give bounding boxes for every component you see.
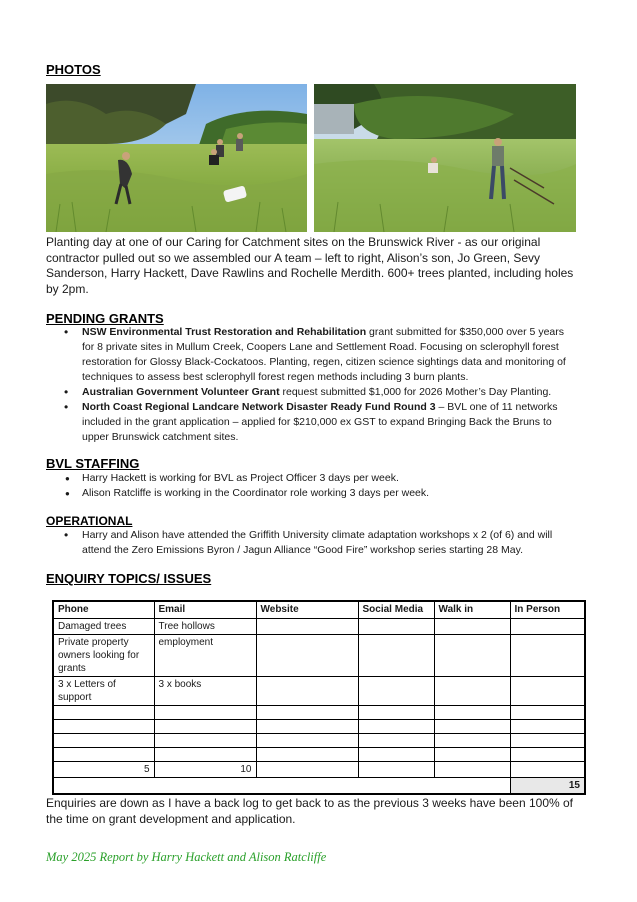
enquiry-heading: ENQUIRY TOPICS/ ISSUES bbox=[46, 571, 212, 586]
grant-item-title: Australian Government Volunteer Grant bbox=[82, 386, 280, 398]
phone-total: 5 bbox=[53, 762, 154, 778]
table-row-empty bbox=[53, 720, 585, 734]
table-cell bbox=[358, 677, 434, 706]
photos-heading: PHOTOS bbox=[46, 62, 101, 77]
enquiry-table bbox=[52, 600, 586, 795]
table-header-row bbox=[53, 601, 585, 619]
planting-photo-left bbox=[46, 84, 307, 232]
staffing-list bbox=[62, 471, 574, 501]
column-header: Social Media bbox=[358, 601, 434, 619]
column-header: Phone bbox=[53, 601, 154, 619]
table-cell bbox=[358, 635, 434, 677]
operational-item: • Harry and Alison have attended the Griffith University climate adaptation workshops x 2 (of 6) and will attend the Zero Emissions Byron / Jagun Alliance “Good Fire” workshop series starting 28 May. bbox=[62, 528, 574, 558]
table-cell: 3 x Letters of support bbox=[53, 677, 154, 706]
table-cell bbox=[434, 635, 510, 677]
staffing-item: ● Alison Ratcliffe is working in the Coordinator role working 3 days per week. bbox=[62, 486, 574, 501]
table-cell: 3 x books bbox=[154, 677, 256, 706]
grant-item-title: NSW Environmental Trust Restoration and Rehabilitation bbox=[82, 326, 367, 338]
table-row bbox=[53, 635, 585, 677]
column-header: In Person bbox=[510, 601, 585, 619]
report-footer: May 2025 Report by Harry Hackett and Alison Ratcliffe bbox=[46, 850, 327, 864]
column-header: Email bbox=[154, 601, 256, 619]
table-cell: employment bbox=[154, 635, 256, 677]
table-row-empty bbox=[53, 734, 585, 748]
table-row bbox=[53, 677, 585, 706]
grant-item-title: North Coast Regional Landcare Network Disaster Ready Fund Round 3 bbox=[82, 401, 436, 413]
table-cell bbox=[510, 619, 585, 635]
column-header: Website bbox=[256, 601, 358, 619]
table-cell: Damaged trees bbox=[53, 619, 154, 635]
table-cell bbox=[256, 677, 358, 706]
staffing-heading: BVL STAFFING bbox=[46, 456, 140, 471]
table-cell: Private property owners looking for grants bbox=[53, 635, 154, 677]
grand-total: 15 bbox=[510, 778, 585, 795]
table-cell bbox=[358, 619, 434, 635]
pending-grants-list bbox=[62, 325, 574, 445]
enquiry-note: Enquiries are down as I have a back log to get back to as the previous 3 weeks have been 100% of the time on grant development and application. bbox=[46, 796, 573, 826]
pending-grants-heading: PENDING GRANTS bbox=[46, 311, 164, 326]
table-row-empty bbox=[53, 706, 585, 720]
totals-row bbox=[53, 762, 585, 778]
table-cell bbox=[256, 635, 358, 677]
grant-item-text: – BVL one of 11 networks included in the grant application – applied for $210,000 ex GST to expand Bringing Back the Bruns to upper Brunswick catchment sites. bbox=[82, 401, 558, 443]
photo-caption: Planting day at one of our Caring for Catchment sites on the Brunswick River - as our original contractor pulled out so we assembled our A team – left to right, Alison’s son, Jo Green, Sevy Sanderson, Harry Hackett, Dave Rawlins and Rochelle Merdith. 600+ trees planted, including holes by 2pm. bbox=[46, 235, 574, 296]
table-cell bbox=[256, 619, 358, 635]
operational-list bbox=[62, 528, 574, 558]
grant-item bbox=[62, 325, 574, 385]
table-cell bbox=[434, 677, 510, 706]
column-header: Walk in bbox=[434, 601, 510, 619]
operational-heading: OPERATIONAL bbox=[46, 514, 133, 528]
grant-item bbox=[62, 400, 574, 445]
table-cell bbox=[510, 635, 585, 677]
table-cell bbox=[510, 677, 585, 706]
grant-item-text: request submitted $1,000 for 2026 Mother’s Day Planting. bbox=[279, 386, 552, 398]
table-row bbox=[53, 619, 585, 635]
email-total: 10 bbox=[154, 762, 256, 778]
planting-photo-right bbox=[314, 84, 576, 232]
grand-total-row bbox=[53, 778, 585, 795]
staffing-item: ● Harry Hackett is working for BVL as Project Officer 3 days per week. bbox=[62, 471, 574, 486]
table-cell: Tree hollows bbox=[154, 619, 256, 635]
grant-item-text: grant submitted for $350,000 over 5 years for 8 private sites in Mullum Creek, Coopers Lane and Settlement Road. Focusing on sclerophyll forest restoration for Glossy Black-Cockatoos. Planting, regen, citizen science sightings data and monitoring of techniques to assess best sclerophyll forest regen methods including 3 burn plants. bbox=[82, 326, 566, 383]
grant-item bbox=[62, 385, 574, 400]
table-cell bbox=[434, 619, 510, 635]
table-row-empty bbox=[53, 748, 585, 762]
